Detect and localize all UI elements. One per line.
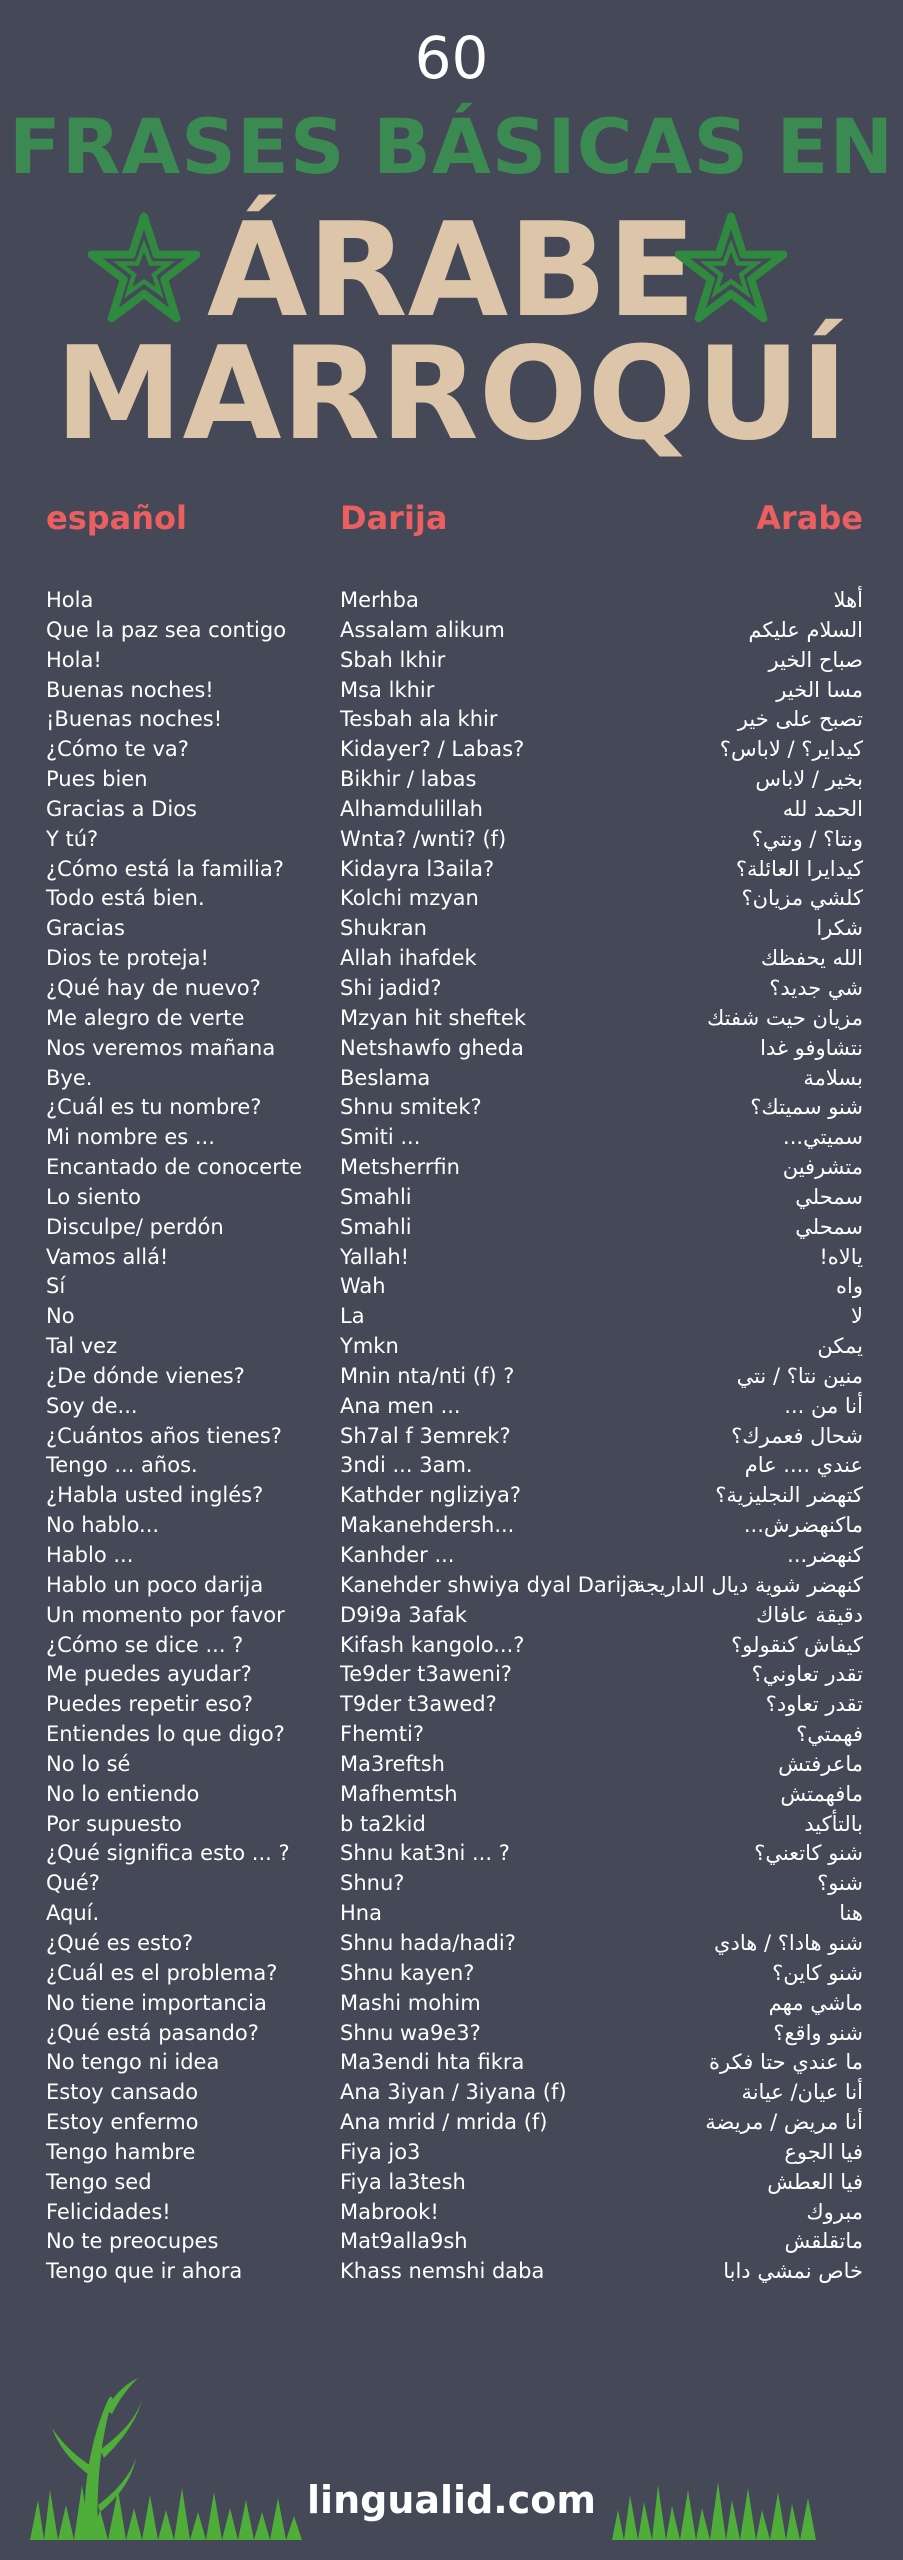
arabic-phrase-list xyxy=(563,586,863,2287)
darija-phrase: Sh7al f 3emrek? xyxy=(340,1423,511,1448)
spanish-phrase: Gracias a Dios xyxy=(46,796,197,821)
darija-phrase: b ta2kid xyxy=(340,1811,426,1836)
arabic-phrase: مبروك xyxy=(806,2199,863,2224)
spanish-phrase: No xyxy=(46,1304,75,1329)
arabic-phrase: فهمتي؟ xyxy=(796,1722,863,1747)
arabic-phrase: منين نتا؟ / نتي xyxy=(736,1363,863,1388)
arabic-phrase: بالتأكيد xyxy=(804,1811,863,1836)
spanish-phrase: Hola! xyxy=(46,647,102,672)
darija-phrase: Tesbah ala khir xyxy=(340,707,498,732)
arabic-phrase: أهلا xyxy=(833,588,863,612)
darija-phrase: Assalam alikum xyxy=(340,617,505,642)
darija-phrase: Ymkn xyxy=(340,1334,399,1359)
spanish-phrase: Estoy enfermo xyxy=(46,2110,199,2135)
darija-phrase: Smahli xyxy=(340,1184,412,1209)
arabic-phrase: الله يحفظك xyxy=(760,946,863,971)
arabic-phrase: شنو سميتك؟ xyxy=(750,1095,863,1120)
arabic-phrase: بسلامة xyxy=(803,1065,863,1090)
darija-phrase: Sbah lkhir xyxy=(340,647,446,672)
arabic-phrase: تقدر تعاوني؟ xyxy=(751,1662,863,1687)
darija-phrase: Merhba xyxy=(340,588,419,612)
spanish-phrase: Me alegro de verte xyxy=(46,1005,245,1030)
arabic-phrase: ما عندي حتا فكرة xyxy=(709,2050,863,2075)
star-icon-right xyxy=(675,212,787,324)
spanish-phrase: ¿Qué significa esto ... ? xyxy=(46,1841,290,1866)
column-header-darija: Darija xyxy=(340,499,448,537)
arabic-phrase: مافهمتش xyxy=(780,1781,863,1806)
spanish-phrase: No tiene importancia xyxy=(46,1990,267,2015)
spanish-phrase: No hablo... xyxy=(46,1513,160,1538)
spanish-phrase: ¿Cuántos años tienes? xyxy=(46,1423,282,1448)
darija-phrase: Alhamdulillah xyxy=(340,796,483,821)
darija-phrase: Shnu kayen? xyxy=(340,1960,475,1985)
darija-phrase: La xyxy=(340,1304,365,1329)
darija-phrase: Shnu wa9e3? xyxy=(340,2020,481,2045)
spanish-phrase: ¿Cuál es tu nombre? xyxy=(46,1095,262,1120)
darija-phrase: Khass nemshi daba xyxy=(340,2259,545,2284)
arabic-phrase: شنو؟ xyxy=(817,1871,863,1896)
spanish-phrase: Buenas noches! xyxy=(46,677,214,702)
spanish-phrase: Mi nombre es ... xyxy=(46,1125,215,1150)
darija-phrase: Shnu? xyxy=(340,1871,405,1896)
spanish-phrase: Pues bien xyxy=(46,767,148,792)
darija-phrase: Mnin nta/nti (f) ? xyxy=(340,1363,515,1388)
arabic-phrase: مسا الخير xyxy=(776,677,863,702)
spanish-phrase: Bye. xyxy=(46,1065,93,1090)
darija-phrase: Allah ihafdek xyxy=(340,946,477,971)
spanish-phrase: Me puedes ayudar? xyxy=(46,1662,252,1687)
arabic-phrase: نتشاوفو غدا xyxy=(760,1035,863,1060)
darija-phrase: Mzyan hit sheftek xyxy=(340,1005,526,1030)
header-number: 60 xyxy=(414,24,489,92)
spanish-phrase: Sí xyxy=(46,1274,66,1299)
darija-phrase: Shi jadid? xyxy=(340,975,442,1000)
darija-phrase: Kidayra l3aila? xyxy=(340,856,495,881)
darija-phrase: Fiya jo3 xyxy=(340,2139,421,2164)
arabic-phrase: ونتا؟ / ونتي؟ xyxy=(751,826,863,851)
darija-phrase: Kanhder ... xyxy=(340,1543,455,1567)
darija-phrase: Te9der t3aweni? xyxy=(340,1662,512,1687)
spanish-phrase: ¿Qué está pasando? xyxy=(46,2020,259,2045)
darija-phrase: Smahli xyxy=(340,1214,412,1239)
spanish-phrase: Un momento por favor xyxy=(46,1602,285,1627)
spanish-phrase: Todo está bien. xyxy=(46,886,205,911)
spanish-phrase: Puedes repetir eso? xyxy=(46,1692,253,1717)
spanish-phrase: Tengo hambre xyxy=(46,2139,196,2164)
arabic-phrase: تقدر تعاود؟ xyxy=(765,1692,863,1717)
spanish-phrase: ¿Cómo se dice ... ? xyxy=(46,1632,244,1657)
arabic-phrase: كلشي مزيان؟ xyxy=(741,886,863,911)
arabic-phrase: ماكنهضرش... xyxy=(743,1513,863,1538)
spanish-phrase: Qué? xyxy=(46,1871,100,1896)
darija-phrase: Kathder ngliziya? xyxy=(340,1483,521,1508)
darija-phrase: Netshawfo gheda xyxy=(340,1035,524,1060)
darija-phrase: Kolchi mzyan xyxy=(340,886,479,911)
arabic-phrase: ماتقلقش xyxy=(784,2229,863,2254)
spanish-phrase: Tengo ... años. xyxy=(46,1453,198,1478)
spanish-phrase: ¿Qué hay de nuevo? xyxy=(46,975,261,1000)
arabic-phrase: سمحلي xyxy=(795,1184,863,1209)
spanish-phrase: Vamos allá! xyxy=(46,1244,169,1269)
arabic-phrase: كنهضر... xyxy=(787,1543,863,1567)
spanish-phrase: Gracias xyxy=(46,916,125,941)
spanish-phrase: No te preocupes xyxy=(46,2229,219,2254)
spanish-phrase: ¿Cómo te va? xyxy=(46,737,189,762)
darija-phrase: Mabrook! xyxy=(340,2199,439,2224)
spanish-phrase: Hablo ... xyxy=(46,1543,134,1567)
darija-phrase: Shnu kat3ni ... ? xyxy=(340,1841,510,1866)
spanish-phrase: Nos veremos mañana xyxy=(46,1035,276,1060)
arabic-phrase: يمكن xyxy=(817,1334,863,1359)
darija-phrase: Beslama xyxy=(340,1065,431,1090)
darija-phrase: Yallah! xyxy=(340,1244,410,1269)
spanish-phrase: No lo entiendo xyxy=(46,1781,200,1806)
darija-phrase: Smiti ... xyxy=(340,1125,421,1150)
spanish-phrase: Tengo sed xyxy=(46,2169,152,2194)
arabic-phrase: كتهضر النجليزية؟ xyxy=(715,1483,863,1508)
darija-phrase: Mashi mohim xyxy=(340,1990,481,2015)
arabic-phrase: متشرفين xyxy=(782,1155,863,1180)
spanish-phrase: Y tú? xyxy=(46,826,99,851)
arabic-phrase: مزيان حيت شفتك xyxy=(706,1005,863,1030)
arabic-phrase: فيا العطش xyxy=(767,2169,863,2194)
darija-phrase: Metsherrfin xyxy=(340,1155,460,1180)
darija-phrase: Fiya la3tesh xyxy=(340,2169,466,2194)
darija-phrase: 3ndi ... 3am. xyxy=(340,1453,473,1478)
column-header-arabic: Arabe xyxy=(756,499,863,537)
darija-phrase: Makanehdersh... xyxy=(340,1513,515,1538)
arabic-phrase: هنا xyxy=(839,1901,863,1926)
spanish-phrase: ¿Qué es esto? xyxy=(46,1930,194,1955)
darija-phrase: Ana 3iyan / 3iyana (f) xyxy=(340,2080,567,2105)
arabic-phrase: ماعرفتش xyxy=(778,1751,863,1776)
spanish-phrase: ¡Buenas noches! xyxy=(46,707,223,732)
header-title-line1: ÁRABE xyxy=(206,194,697,346)
darija-phrase: Kidayer? / Labas? xyxy=(340,737,525,762)
spanish-phrase: Tal vez xyxy=(46,1334,118,1359)
darija-phrase: Ma3reftsh xyxy=(340,1751,445,1776)
arabic-phrase: شي جديد؟ xyxy=(769,975,863,1000)
spanish-phrase: Hola xyxy=(46,588,94,612)
arabic-phrase: سميتي... xyxy=(783,1125,863,1150)
header-title-line2: MARROQUÍ xyxy=(55,320,848,469)
spanish-phrase: Entiendes lo que digo? xyxy=(46,1722,285,1747)
darija-phrase: Shnu smitek? xyxy=(340,1095,482,1120)
darija-phrase: Msa lkhir xyxy=(340,677,435,702)
spanish-phrase: ¿De dónde vienes? xyxy=(46,1363,245,1388)
arabic-phrase: كيداير؟ / لاباس؟ xyxy=(719,737,863,762)
arabic-phrase: كيدايرا العائلة؟ xyxy=(735,856,863,881)
arabic-phrase: شحال فعمرك؟ xyxy=(731,1423,863,1448)
spanish-phrase: Hablo un poco darija xyxy=(46,1572,264,1597)
darija-phrase: Mat9alla9sh xyxy=(340,2229,468,2254)
spanish-phrase: Lo siento xyxy=(46,1184,141,1209)
arabic-phrase: ماشي مهم xyxy=(768,1990,863,2015)
arabic-phrase: السلام عليكم xyxy=(748,617,863,642)
arabic-phrase: دقيقة عافاك xyxy=(756,1602,863,1627)
arabic-phrase: شكرا xyxy=(816,916,863,941)
arabic-phrase: كيفاش كنقولو؟ xyxy=(731,1632,863,1657)
arabic-phrase: تصبح على خير xyxy=(737,707,863,732)
spanish-phrase: ¿Cuál es el problema? xyxy=(46,1960,278,1985)
darija-phrase: Hna xyxy=(340,1901,382,1926)
darija-phrase: T9der t3awed? xyxy=(340,1692,497,1717)
arabic-phrase: فيا الجوع xyxy=(784,2139,863,2164)
darija-phrase: Kanehder shwiya dyal Darija xyxy=(340,1572,640,1597)
spanish-phrase-list xyxy=(46,586,336,2287)
header-subtitle: FRASES BÁSICAS EN xyxy=(8,102,895,191)
darija-phrase: D9i9a 3afak xyxy=(340,1602,467,1627)
footer-website: lingualid.com xyxy=(307,2478,596,2522)
arabic-phrase: الحمد لله xyxy=(782,796,863,821)
spanish-phrase: No lo sé xyxy=(46,1751,131,1776)
arabic-phrase: خاص نمشي دابا xyxy=(723,2259,863,2284)
arabic-phrase: بخير / لاباس xyxy=(755,767,863,792)
spanish-phrase: Dios te proteja! xyxy=(46,946,209,971)
darija-phrase: Shukran xyxy=(340,916,427,941)
arabic-phrase: أنا مريض / مريضة xyxy=(705,2110,863,2135)
darija-phrase: Shnu hada/hadi? xyxy=(340,1930,516,1955)
spanish-phrase: Tengo que ir ahora xyxy=(46,2259,243,2284)
darija-phrase: Bikhir / labas xyxy=(340,767,477,792)
spanish-phrase: ¿Cómo está la familia? xyxy=(46,856,284,881)
arabic-phrase: شنو واقع؟ xyxy=(773,2020,863,2045)
spanish-phrase: Aquí. xyxy=(46,1901,100,1926)
arabic-phrase: كنهضر شوية ديال الداريجة xyxy=(634,1572,863,1597)
arabic-phrase: سمحلي xyxy=(795,1214,863,1239)
spanish-phrase: Disculpe/ perdón xyxy=(46,1214,224,1239)
spanish-phrase: Soy de... xyxy=(46,1393,138,1418)
arabic-phrase: صباح الخير xyxy=(768,647,863,672)
darija-phrase: Ma3endi hta fikra xyxy=(340,2050,525,2075)
arabic-phrase: لا xyxy=(851,1304,863,1329)
spanish-phrase: No tengo ni idea xyxy=(46,2050,220,2075)
spanish-phrase: Encantado de conocerte xyxy=(46,1155,302,1180)
arabic-phrase: واه xyxy=(836,1274,863,1299)
spanish-phrase: Felicidades! xyxy=(46,2199,171,2224)
spanish-phrase: Por supuesto xyxy=(46,1811,182,1836)
arabic-phrase: شنو هادا؟ / هادي xyxy=(714,1930,863,1955)
spanish-phrase: Que la paz sea contigo xyxy=(46,617,287,642)
arabic-phrase: شنو كاتعني؟ xyxy=(754,1841,863,1866)
arabic-phrase: شنو كاين؟ xyxy=(772,1960,863,1985)
arabic-phrase: عندي .... عام xyxy=(744,1453,863,1478)
darija-phrase: Mafhemtsh xyxy=(340,1781,458,1806)
column-header-spanish: español xyxy=(46,499,187,537)
darija-phrase: Kifash kangolo...? xyxy=(340,1632,525,1657)
spanish-phrase: Estoy cansado xyxy=(46,2080,199,2105)
arabic-phrase: أنا من ... xyxy=(784,1393,863,1418)
arabic-phrase: يالاه! xyxy=(819,1244,863,1269)
arabic-phrase: أنا عيان/ عيانة xyxy=(741,2080,863,2105)
darija-phrase: Wnta? /wnti? (f) xyxy=(340,826,507,851)
darija-phrase: Wah xyxy=(340,1274,386,1299)
darija-phrase: Ana men ... xyxy=(340,1393,461,1418)
darija-phrase: Fhemti? xyxy=(340,1722,424,1747)
spanish-phrase: ¿Habla usted inglés? xyxy=(46,1483,264,1508)
darija-phrase: Ana mrid / mrida (f) xyxy=(340,2110,548,2135)
